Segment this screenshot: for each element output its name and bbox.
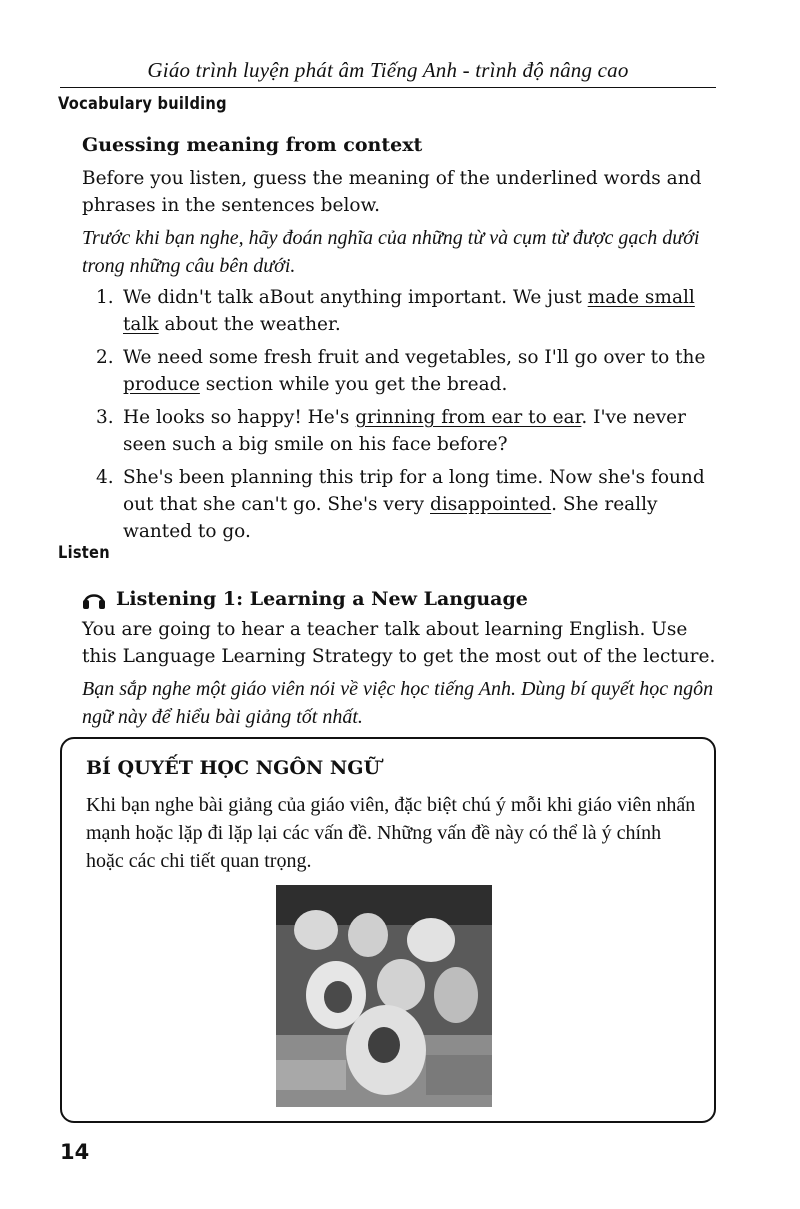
vocabulary-heading: Vocabulary building [58, 94, 227, 114]
listening-title-text: Listening 1: Learning a New Language [116, 588, 528, 610]
classroom-photo [276, 885, 492, 1107]
item-text: section while you get the bread. [199, 374, 508, 395]
item-text: We didn't talk aBout anything important. We just [123, 287, 588, 308]
listening-title [82, 588, 528, 610]
instruction-english: Before you listen, guess the meaning of the underlined words and phrases in the sentences below. [82, 168, 702, 216]
item-number: 3. [96, 407, 114, 428]
item-text: . She really wanted to go. [123, 494, 658, 542]
underlined-phrase: made small talk [123, 287, 695, 335]
item-text: She's been planning this trip for a long time. Now she's found out that she can't go. She's very [123, 467, 705, 515]
underlined-phrase: grinning from ear to ear [355, 407, 582, 428]
item-number: 1. [96, 287, 114, 308]
item-text: . I've never seen such a big smile on his face before? [123, 407, 686, 455]
vocabulary-item [96, 404, 722, 458]
item-text: about the weather. [158, 314, 341, 335]
listen-intro-vietnamese: Bạn sắp nghe một giáo viên nói về việc học tiếng Anh. Dùng bí quyết học ngôn ngữ này để hiểu bài giảng tốt nhất. [82, 678, 714, 728]
item-number: 4. [96, 467, 114, 488]
item-text: He looks so happy! He's [123, 407, 356, 428]
vocabulary-subheading: Guessing meaning from context [82, 134, 423, 156]
header-rule [60, 87, 716, 88]
listen-intro-english: You are going to hear a teacher talk about learning English. Use this Language Learning Strategy to get the most out of the lecture. [82, 619, 716, 667]
underlined-phrase: disappointed [430, 494, 552, 515]
page-number: 14 [60, 1140, 90, 1164]
vocabulary-item [96, 344, 722, 398]
vocabulary-item [96, 284, 722, 338]
item-text: We need some fresh fruit and vegetables, so I'll go over to the [123, 347, 706, 368]
running-head: Giáo trình luyện phát âm Tiếng Anh - trình độ nâng cao [147, 58, 629, 82]
strategy-box [60, 737, 716, 1123]
headphones-icon [82, 588, 106, 610]
underlined-phrase: produce [123, 374, 200, 395]
strategy-title: BÍ QUYẾT HỌC NGÔN NGỮ [86, 757, 381, 779]
item-number: 2. [96, 347, 114, 368]
instruction-vietnamese: Trước khi bạn nghe, hãy đoán nghĩa của những từ và cụm từ được gạch dưới trong những câu bên dưới. [82, 227, 700, 277]
listen-heading: Listen [58, 543, 110, 563]
vocabulary-list [96, 284, 722, 551]
strategy-text: Khi bạn nghe bài giảng của giáo viên, đặc biệt chú ý mỗi khi giáo viên nhấn mạnh hoặc lặp đi lặp lại các vấn đề. Những vấn đề này có thể là ý chính hoặc các chi tiết quan trọng. [86, 794, 696, 872]
vocabulary-item [96, 464, 722, 545]
